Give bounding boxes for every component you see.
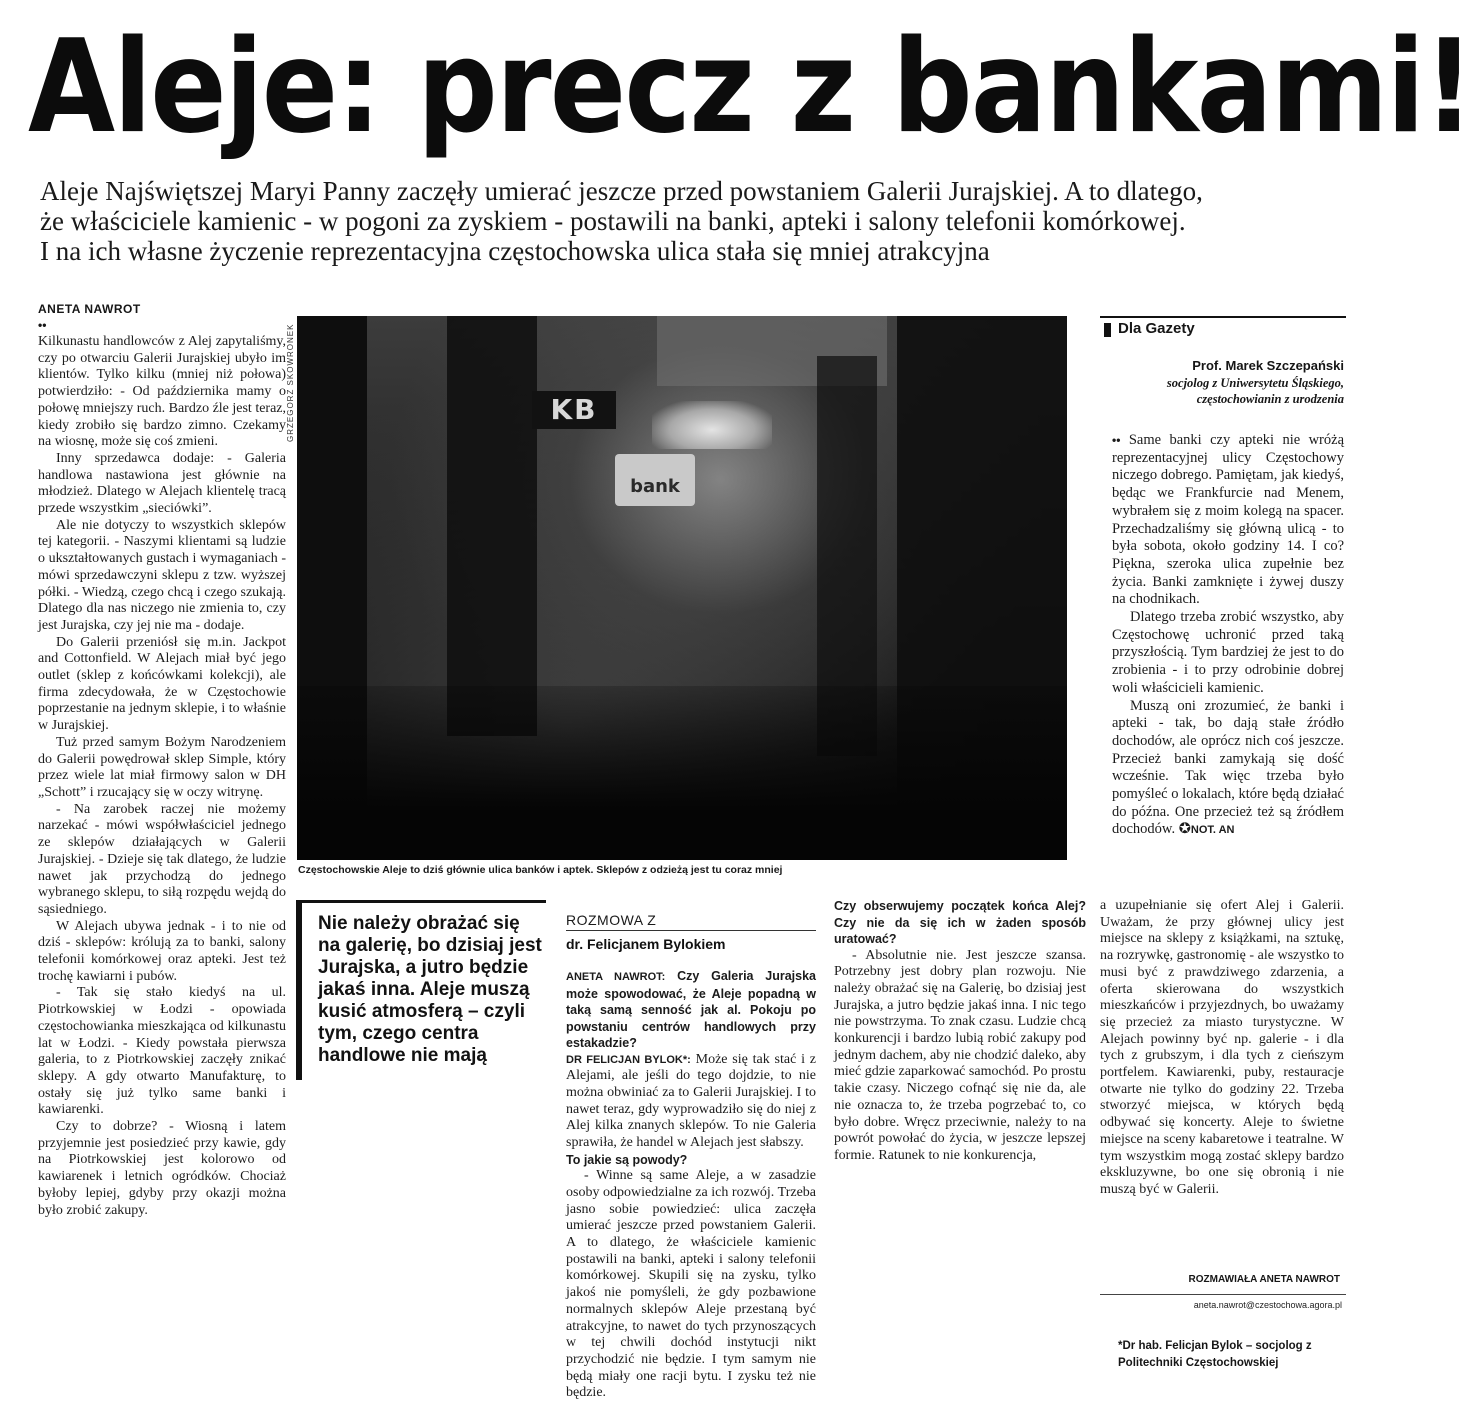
footnote: *Dr hab. Felicjan Bylok – socjolog z Politechniki Częstochowskiej [1118,1340,1312,1369]
lead-line: I na ich własne życzenie reprezentacyjna częstochowska ulica stała się mniej atrakcyjna [40,236,990,266]
interview-column-1 [566,968,817,1401]
sidebar-affiliation [1108,375,1344,407]
sidebar-dots: •• [1112,433,1121,447]
article-paragraph: Do Galerii przeniósł się m.in. Jackpot and Cottonfield. W Alejach miał być jego outlet (sklep z końcówkami kolekcji), ale firma zdecydowała, że w Częstochowie poprzestanie na jednym sklepie, i to właśnie w Jurajskiej. [38,634,286,734]
interview-answer: a uzupełnianie się ofert Alej i Galerii. Uważam, że przy głównej ulicy jest miejsce na sklepy z książkami, na sztukę, na rozrywkę, gastronomię - ale wszystko to musi być z prawdziwego zdarzenia, a oferta skierowana do wszystkich mieszkańców i przyjezdnych, bo uważamy się przecież za miasto turystyczne. W Alejach powinny być np. galerie - i dla tych z grubszym, i dla tych z cieńszym portfelem. Kawiarenki, puby, restauracje otwarte nie tylko do godziny 22. Trzeba stworzyć miejsca, w których będą odbywać się koncerty. Aleje to świetne miejsce na sceny kabaretowe i teatralne. W tym wszystkim mogą zostać sklepy bardzo ekskluzywne, bo one się obronią i nie muszą być w Galerii. [1100,898,1344,1197]
interview-rule [566,930,816,931]
article-paragraph: Tuż przed samym Bożym Narodzeniem do Galerii powędrował sklep Simple, który przez wiele lat miał firmowy salon w DH „Schott” i rzucający się w oczy witrynę. [38,734,286,800]
affiliation-line: częstochowianin z urodzenia [1196,392,1344,406]
email-rule [1100,1294,1346,1295]
sidebar-column [1112,432,1344,868]
photo-caption: Częstochowskie Aleje to dziś głównie ulica banków i aptek. Sklepów z odzieżą jest tu coraz mniej [298,864,783,876]
article-paragraph: Ale nie dotyczy to wszystkich sklepów tej kategorii. - Naszymi klientami są ludzie o ukształtowanych gustach i wymaganiach - mówi sprzedawczyni sklepu z tzw. wyższej półki. - Wiedzą, czego chcą i czego szukają. Dlatego dla nas niczego nie zmienia to, czy jest Jurajska, czy jej nie ma - dodaje. [38,517,286,633]
sidebar-text: Muszą oni zrozumieć, że banki i apteki - tak, bo dają stałe źródło dochodów, ale oprócz nich coś jeszcze. Przecież banki zamykają się dość wcześnie. Tak więc trzeba było pomyśleć o lokalach, które będą działać do późna. One przecież też są źródłem dochodów. [1112,697,1344,838]
question-text: Czy Galeria Jurajska może spowodować, że Aleje popadną w taką samą senność jak al. Pokoju po powstaniu centrów handlowych przy estakadzie? [566,969,817,1050]
answer-text: Może się tak stać i z Alejami, ale jeśli do tego dojdzie, to nie można obwiniać za to Galerii Jurajskiej. I to nawet teraz, gdy wyprowadziło się do niej z Alej kilka znanych sklepów. To nie Galeria sprawiła, że handel w Alejach jest słabszy. [566,1051,816,1151]
kb-bank-sign: KB [532,391,616,429]
sidebar-paragraph: Dlatego trzeba zrobić wszystko, aby Częstochowę uchronić przed taką przyszłością. Tym bardziej że jest to do zrobienia - i to przy odrobinie dobrej woli właścicieli kamienic. [1112,609,1344,696]
byline: ANETA NAWROT [38,302,141,316]
interview-answer: - Absolutnie nie. Jest jeszcze szansa. Potrzebny jest dobry plan rozwoju. Nie należy obrażać się na Galerię, bo dzisiaj jest Jurajska, a jutro będzie jakaś inna. I nic tego nie powstrzyma. To znak czasu. Ludzie chcą konkurencji i bardzo lubią robić zakupy pod jednym dachem, aby nie chodzić daleko, aby mieć gdzie zaparkować samochód. Po prostu takie czasy. Niczego cofnąć się nie da, ale nie oznacza to, że trzeba pogrzebać to, co było dobre. Wręcz przeciwnie, należy to na powrót powołać do życia, w jeszcze lepszej formie. Ratunek to nie konkurencja, [834,947,1086,1163]
interview-question [566,968,816,1052]
interview-label: ROZMOWA Z [566,912,657,928]
sidebar-paragraph [1112,698,1344,841]
sidebar-note: NOT. AN [1190,824,1235,837]
lead-line: że właściciele kamienic - w pogoni za zyskiem - postawili na banki, apteki i salony telefonii komórkowej. [40,206,1186,236]
left-column [38,334,286,1384]
interview-column-3 [1100,898,1344,1268]
answer-speaker: DR FELICJAN BYLOK*: [566,1053,691,1066]
pull-quote: Nie należy obrażać się na galerię, bo dzisiaj jest Jurajska, a jutro będzie jakaś inna. Aleje muszą kusić atmosferą – czyli tym, czego centra handlowe nie mają [296,900,546,1080]
photo-credit: GRZEGORZ SKOWRONEK [286,323,295,442]
interview-answer [566,1052,816,1152]
article-paragraph: Kilkunastu handlowców z Alej zapytaliśmy, czy po otwarciu Galerii Jurajskiej ubyło im klientów. Tylko kilku (mniej niż połowa) potwierdziło: - Od października mamy o połowę mniejszy ruch. Bardzo źle jest teraz, kiedy zrobiło się bardzo zimno. Czekamy na wiosnę, może się coś zmieni. [38,334,287,450]
interview-question: To jakie są powody? [566,1152,688,1167]
sidebar-paragraph [1112,432,1344,609]
crowd-silhouette [297,686,1067,860]
sidebar-marker [1104,323,1111,337]
interview-signoff [1180,1274,1340,1285]
article-paragraph: W Alejach ubywa jednak - i to nie od dziś - sklepów: królują za to banki, salony telefonii komórkowej oraz apteki. Jest też trochę kawiarni i pubów. [38,918,286,984]
signoff-label: ROZMAWIAŁA [1188,1274,1258,1285]
bank-sign: bank [615,454,695,506]
question-speaker: ANETA NAWROT: [566,971,666,983]
sidebar-rule [1100,316,1346,318]
sidebar-title: Dla Gazety [1118,320,1195,337]
affiliation-line: socjolog z Uniwersytetu Śląskiego, [1166,376,1344,390]
sidebar-author: Prof. Marek Szczepański [1192,358,1344,373]
interview-column-2 [834,898,1086,1386]
article-paragraph: Inny sprzedawca dodaje: - Galeria handlowa nastawiona jest głównie na młodzież. Dlatego w Alejach klientelę tracą przede wszystkim „sieciówki”. [38,450,286,517]
article-paragraph: - Tak się stało kiedyś na ul. Piotrkowskiej w Łodzi - opowiada częstochowianka mieszkająca od kilkunastu lat w Łodzi. - Kiedy powstała pierwsza galeria, to z Piotrkowskiej zaczęły znikać sklepy. A gdy otwarto Manufakturę, to ostały się już tylko same banki i kawiarenki. [38,985,286,1118]
sidebar-text: Same banki czy apteki nie wróżą reprezentacyjnej ulicy Częstochowy niczego dobrego. Pamiętam, jak kiedyś, będąc we Frankfurcie nad Menem, wybrałem się z moim kolegą na spacer. Przechadzaliśmy się główną ulicą - to była sobota, około godziny 14. I co? Piękna, szeroka ulica zupełnie bez życia. Banki zamknięte i żywej duszy na chodnikach. [1112,432,1345,608]
article-paragraph: Czy to dobrze? - Wiosną i latem przyjemnie jest posiedzieć przy kawie, gdy na Piotrkowskiej jest kolorowo od kawiarenek i letnich ogródków. Chociaż byłoby lepiej, gdyby przy okazji można było zrobić zakupy. [38,1119,286,1218]
headline: Aleje: precz z bankami! [28,13,1473,162]
lead-line: Aleje Najświętszej Maryi Panny zaczęły umierać jeszcze przed powstaniem Galerii Jurajskiej. A to dlatego, [40,176,1203,206]
lead-paragraph [40,176,1340,266]
interview-answer: - Winne są same Aleje, a w zasadzie osoby odpowiedzialne za ich rozwój. Trzeba jasno sobie powiedzieć: ulica zaczęła umierać jeszcze przed powstaniem Galerii. A to dlatego, że właściciele kamienic postawili na banki, apteki i salony telefonii komórkowej. Skupili się na zysku, tylko jakoś nie pomyśleli, że gdy pozbawione normalnych sklepów Aleje przestaną być atrakcyjne, to nawet do tych przynoszących w tej chwili dochód instytucji nikt przychodzić nie będzie. I tym samym nie będą miały one racji bytu. I zysku też nie będzie. [566,1168,816,1401]
street-photo [297,316,1067,860]
snowy-canopy [652,401,772,449]
signoff-name: ANETA NAWROT [1259,1274,1340,1285]
interview-name: dr. Felicjanem Bylokiem [566,936,726,952]
byline-dots: •• [38,318,47,332]
interview-question: Czy obserwujemy początek końca Alej? Czy nie da się ich w żaden sposób uratować? [834,899,1086,946]
sidebar-note-mark: ✪ [1178,821,1191,838]
article-paragraph: - Na zarobek raczej nie możemy narzekać - mówi współwłaściciel jednego ze sklepów działających w Galerii Jurajskiej. - Dzieje się tak dlatego, że ludzie nawet jak przychodzą do jednego wybranego sklepu, to siłą rozpędu wejdą do sąsiedniego. [38,801,286,917]
author-email: aneta.nawrot@czestochowa.agora.pl [1193,1300,1342,1310]
